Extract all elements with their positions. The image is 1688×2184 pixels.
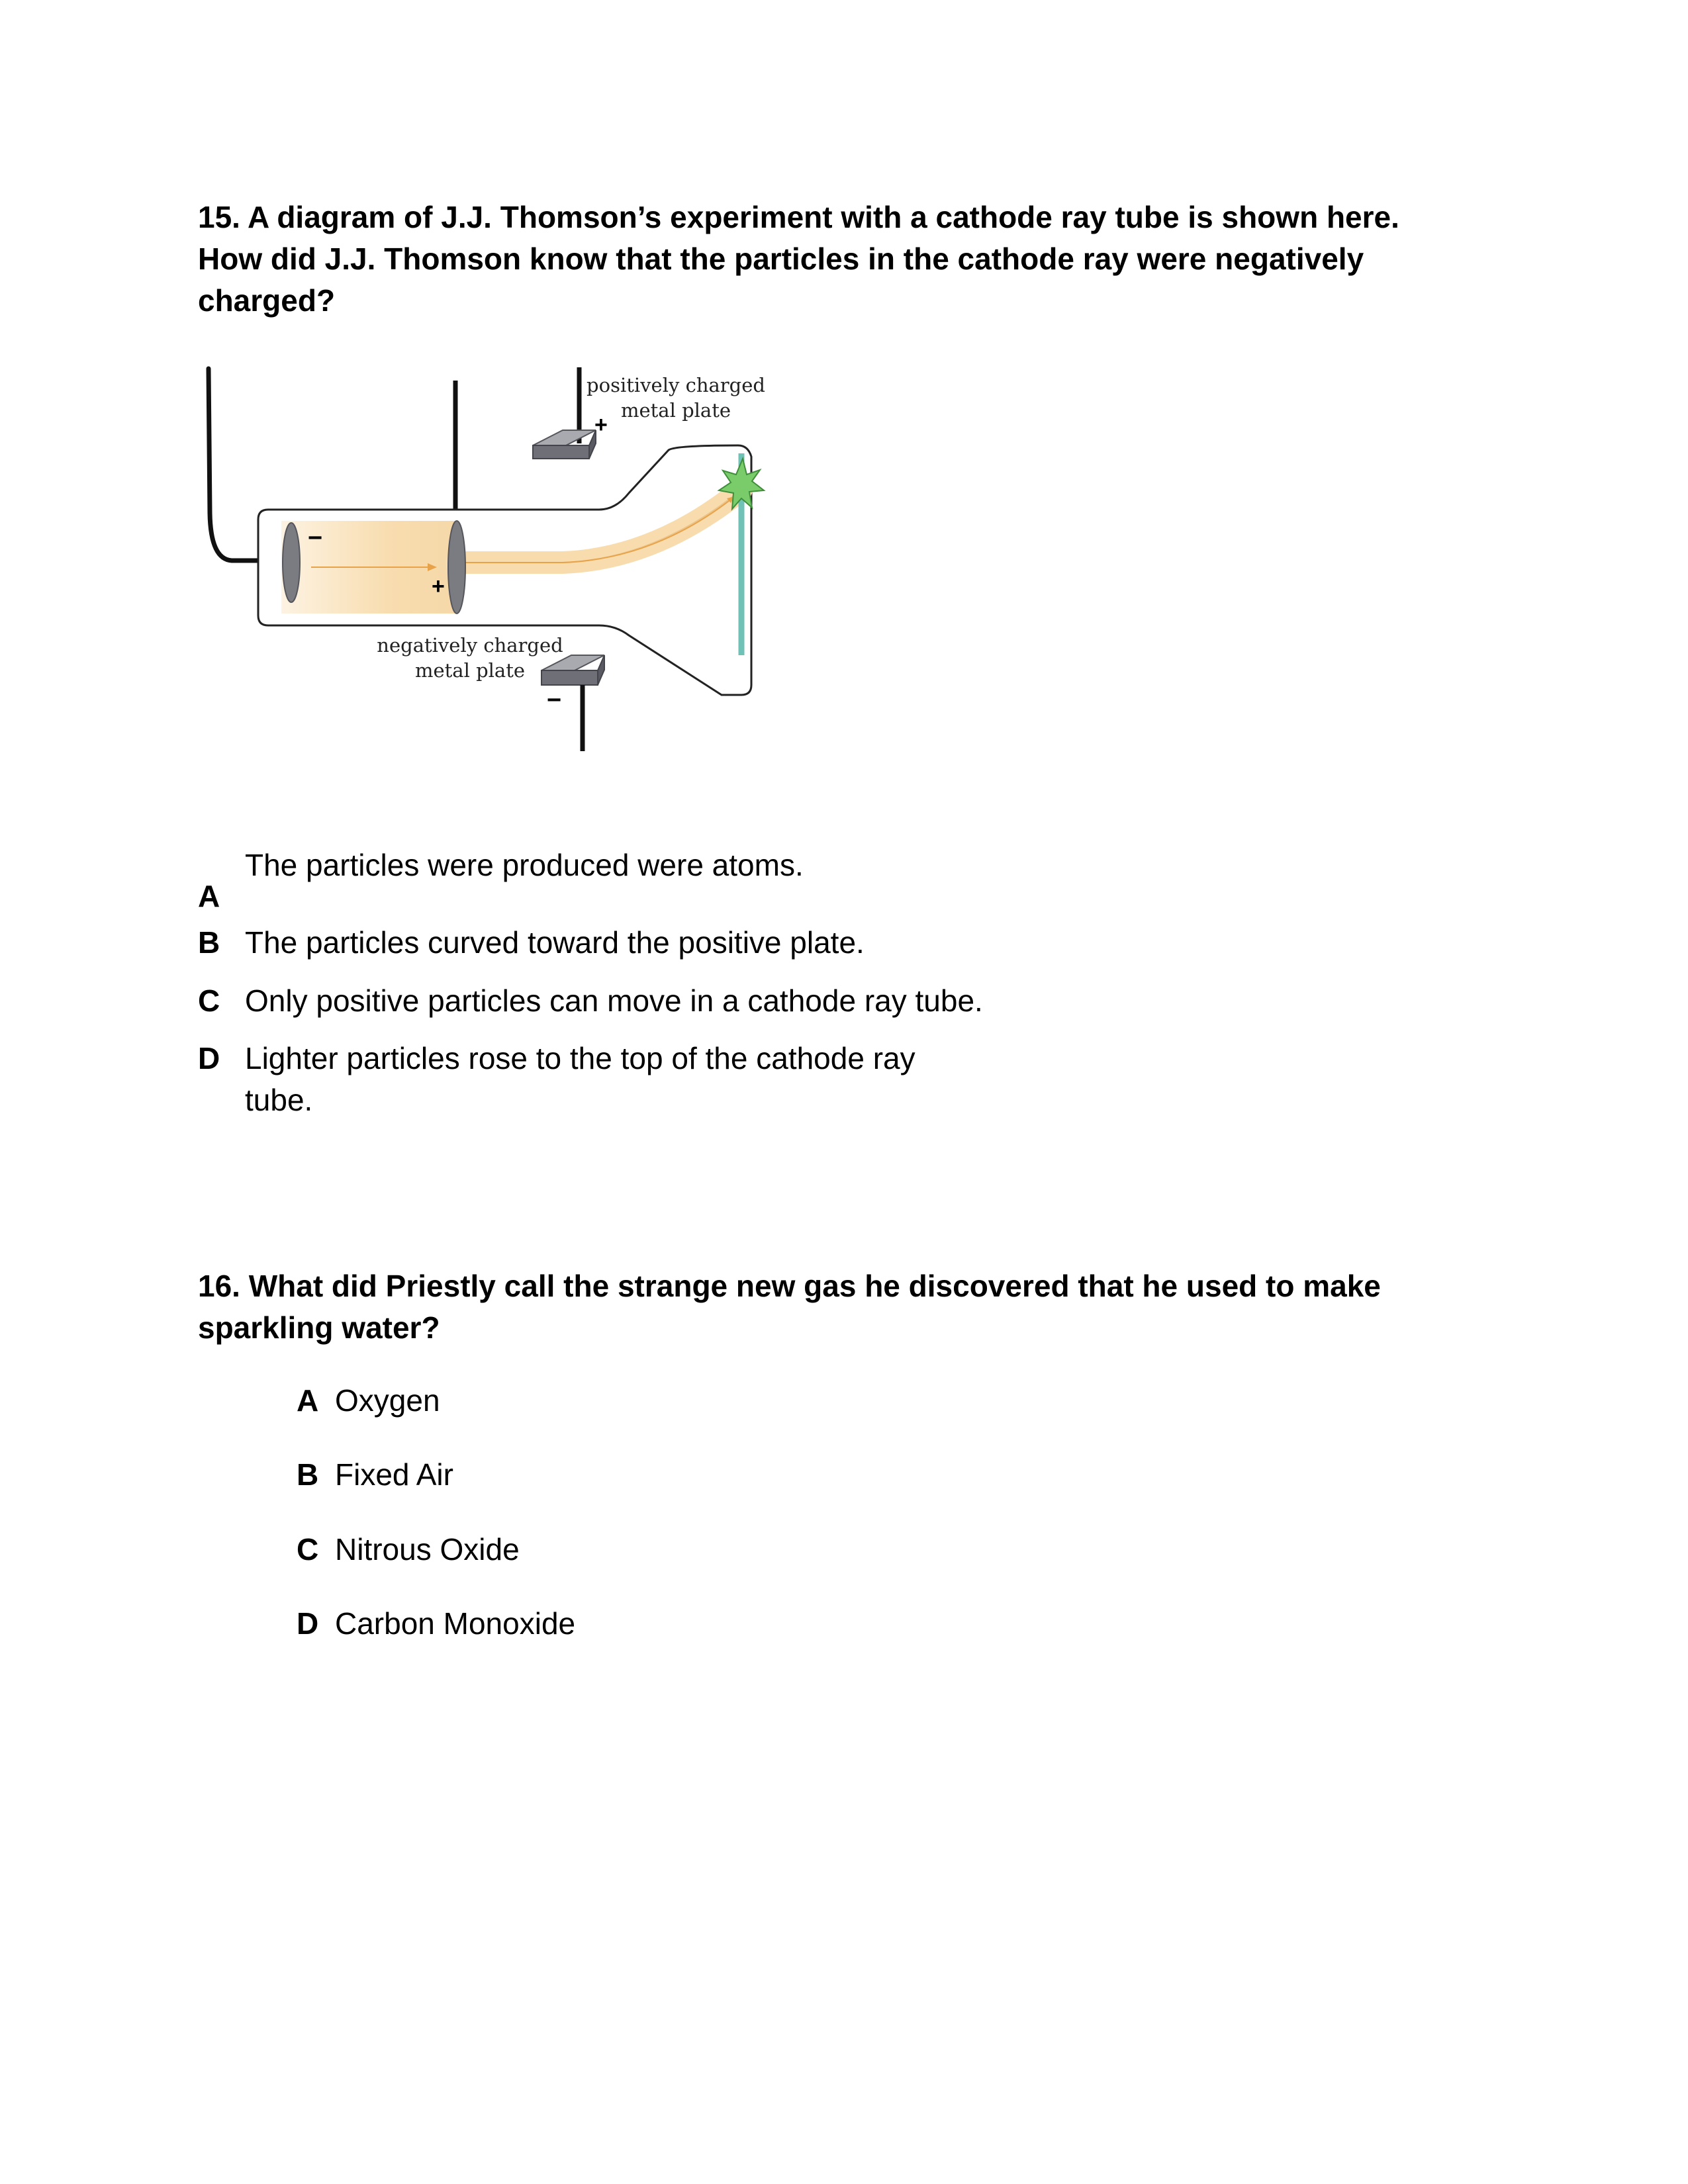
positive-plate-label-1: positively charged <box>586 374 765 396</box>
question-15-text <box>198 197 1456 322</box>
option-letter: B <box>198 925 220 960</box>
q16-option-d[interactable] <box>297 1603 826 1645</box>
q15-option-b[interactable] <box>198 922 1191 964</box>
q15-option-a[interactable] <box>198 844 1191 924</box>
option-text: Nitrous Oxide <box>335 1532 520 1567</box>
positive-plate-label-2: metal plate <box>620 399 731 422</box>
cathode-disc <box>283 523 300 602</box>
question-15-line-3: charged? <box>198 283 336 318</box>
question-15-line-2: How did J.J. Thomson know that the particles in the cathode ray were negatively <box>198 242 1364 276</box>
q16-option-b[interactable] <box>297 1454 826 1496</box>
option-letter: B <box>297 1457 319 1492</box>
option-letter: D <box>297 1606 319 1641</box>
negative-plate-label-1: negatively charged <box>377 634 563 657</box>
question-16-line-1: 16. What did Priestly call the strange new gas he discovered that he used to make <box>198 1269 1381 1303</box>
anode-disc <box>448 521 465 614</box>
question-16-line-2: sparkling water? <box>198 1310 440 1345</box>
option-text: Only positive particles can move in a cathode ray tube. <box>245 983 983 1018</box>
option-letter: C <box>297 1532 319 1567</box>
negative-plate-minus-sign: − <box>547 686 562 714</box>
option-text: The particles were produced were atoms. <box>245 848 804 882</box>
question-16-text <box>198 1265 1456 1349</box>
anode-plus-sign: + <box>432 574 445 599</box>
cathode-ray-tube-diagram <box>192 361 781 758</box>
question-15-line-1: 15. A diagram of J.J. Thomson’s experiment with a cathode ray tube is shown here. <box>198 200 1399 234</box>
q16-option-c[interactable] <box>297 1529 826 1570</box>
q15-option-c[interactable] <box>198 980 1191 1022</box>
option-text: Lighter particles rose to the top of the cathode ray <box>245 1041 915 1075</box>
negative-plate-label-2: metal plate <box>414 659 526 682</box>
option-text: Carbon Monoxide <box>335 1606 576 1641</box>
option-text: Oxygen <box>335 1383 440 1418</box>
positive-plate-plus-sign: + <box>594 412 608 437</box>
q15-option-d[interactable] <box>198 1038 1191 1121</box>
option-letter: D <box>198 1041 220 1075</box>
cathode-minus-sign: − <box>308 524 323 552</box>
option-letter: C <box>198 983 220 1018</box>
positive-plate <box>533 445 589 459</box>
option-text: Fixed Air <box>335 1457 453 1492</box>
option-letter: A <box>198 879 220 913</box>
negative-plate <box>541 670 598 685</box>
option-letter: A <box>297 1383 319 1418</box>
q16-option-a[interactable] <box>297 1380 826 1422</box>
option-text: The particles curved toward the positive plate. <box>245 925 865 960</box>
option-text-continued: tube. <box>245 1083 313 1117</box>
